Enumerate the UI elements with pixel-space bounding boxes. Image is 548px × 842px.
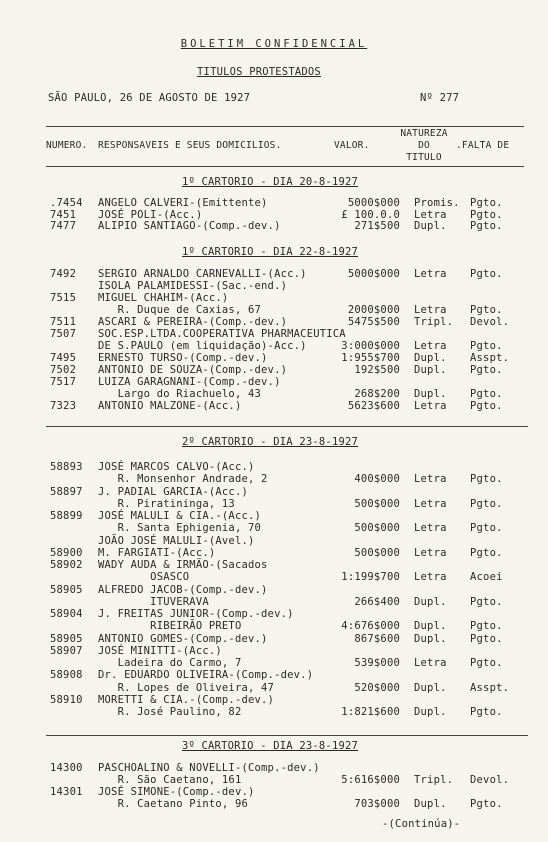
section-rule — [46, 735, 528, 736]
row-natureza: Dupl. — [414, 620, 447, 633]
col-natureza-header-1: NATUREZA — [400, 128, 448, 139]
row-responsavel: R. Monsenhor Andrade, 2 — [98, 473, 268, 486]
row-natureza: Letra — [414, 522, 447, 535]
row-natureza: Dupl. — [414, 681, 447, 694]
row-valor: 2000$000 — [347, 304, 400, 316]
row-natureza: Tripl. — [414, 774, 454, 786]
row-valor: 5:616$000 — [341, 774, 400, 786]
row-natureza: Letra — [414, 546, 447, 559]
row-valor: 500$000 — [354, 546, 400, 559]
row-falta: Pgto. — [470, 632, 503, 645]
row-responsavel: ANTONIO MALZONE-(Acc.) — [98, 400, 242, 412]
row-number: 58908 — [50, 669, 83, 682]
row-responsavel: ITUVERAVA — [98, 595, 209, 608]
row-responsavel: R. Caetano Pinto, 96 — [98, 798, 248, 810]
row-responsavel: PASCHOALINO & NOVELLI-(Comp.-dev.) — [98, 762, 320, 774]
row-falta: Pgto. — [470, 208, 503, 221]
row-valor: 500$000 — [354, 522, 400, 535]
row-number: 14300 — [50, 762, 83, 774]
row-number: 58902 — [50, 559, 83, 571]
row-valor: 5000$000 — [347, 268, 400, 280]
row-number: 58897 — [50, 485, 83, 498]
row-natureza: Tripl. — [414, 316, 454, 328]
row-falta: Pgto. — [470, 388, 503, 400]
row-number: 14301 — [50, 786, 83, 798]
row-responsavel: SOC.ESP.LTDA.COOPERATIVA PHARMACEUTICA — [98, 328, 346, 340]
row-falta: Pgto. — [470, 473, 503, 486]
row-number: 58904 — [50, 608, 83, 620]
row-responsavel: WADY AUDA & IRMÃO-(Sacados — [98, 559, 268, 571]
row-responsavel: J. PADIAL GARCIA-(Acc.) — [98, 485, 248, 498]
row-falta: Pgto. — [470, 595, 503, 608]
header-rule-top — [46, 126, 524, 127]
row-natureza: Letra — [414, 340, 447, 352]
row-responsavel: R. Santa Ephigenia, 70 — [98, 522, 262, 535]
row-number: 7511 — [50, 316, 77, 328]
row-valor: 4:676$000 — [341, 620, 400, 633]
row-number: 58910 — [50, 693, 83, 706]
row-valor: 1:821$600 — [341, 706, 400, 718]
row-number: 7517 — [50, 376, 77, 388]
row-valor: 703$000 — [354, 798, 400, 810]
row-valor: 867$600 — [354, 632, 400, 645]
row-number: 58899 — [50, 510, 83, 522]
section-heading: 3º CARTORIO - DIA 23-8-1927 — [181, 740, 359, 752]
row-responsavel: JOSÉ MINITTI-(Acc.) — [98, 644, 222, 657]
row-number: 7492 — [50, 268, 77, 280]
row-responsavel: LUIZA GARAGNANI-(Comp.-dev.) — [98, 376, 281, 388]
row-responsavel: R. Duque de Caxias, 67 — [98, 304, 262, 316]
row-falta: Devol. — [470, 774, 510, 786]
row-falta: Pgto. — [470, 706, 503, 718]
row-number: 7502 — [50, 364, 77, 376]
row-responsavel: Largo do Riachuelo, 43 — [98, 388, 262, 400]
row-responsavel: ALFREDO JACOB-(Comp.-dev.) — [98, 583, 268, 596]
col-responsaveis-header: RESPONSAVEIS E SEUS DOMICILIOS. — [98, 140, 282, 151]
row-valor: 1:955$700 — [341, 352, 400, 364]
row-falta: Pgto. — [470, 400, 503, 412]
row-valor: 271$500 — [354, 220, 400, 233]
row-natureza: Letra — [414, 268, 447, 280]
row-valor: 5623$600 — [347, 400, 400, 412]
row-number: 58893 — [50, 461, 83, 473]
section-heading: 2º CARTORIO - DIA 23-8-1927 — [181, 436, 359, 448]
row-valor: 268$200 — [354, 388, 400, 400]
row-valor: 5475$500 — [347, 316, 400, 328]
section-heading: 1º CARTORIO - DIA 22-8-1927 — [181, 246, 359, 258]
row-number: 7451 — [50, 208, 77, 221]
row-responsavel: R. José Paulino, 82 — [98, 706, 242, 718]
bulletin-number: Nº 277 — [420, 92, 460, 104]
row-number: 7323 — [50, 400, 77, 412]
row-responsavel: Ladeira do Carmo, 7 — [98, 657, 242, 669]
row-number: 58905 — [50, 583, 83, 596]
row-number: 7495 — [50, 352, 77, 364]
row-falta: Asspt. — [470, 352, 510, 364]
row-responsavel: JOSÉ MARCOS CALVO-(Acc.) — [98, 461, 255, 473]
row-valor: £ 100.0.0 — [341, 208, 400, 221]
col-valor-header: VALOR. — [334, 140, 370, 151]
bulletin-subtitle: TITULOS PROTESTADOS — [197, 66, 321, 78]
row-responsavel: M. FARGIATI-(Acc.) — [98, 546, 216, 559]
col-natureza-header-2: DO — [418, 140, 430, 151]
row-number: 58907 — [50, 644, 83, 657]
row-falta: Pgto. — [470, 546, 503, 559]
col-natureza-header-3: TITULO — [406, 152, 442, 163]
row-number: 58905 — [50, 632, 83, 645]
row-natureza: Promis. — [414, 197, 460, 209]
row-falta: Pgto. — [470, 657, 503, 669]
bulletin-title: BOLETIM CONFIDENCIAL — [180, 38, 368, 50]
row-responsavel: JOÃO JOSÉ MALULI-(Avel.) — [98, 534, 255, 547]
row-responsavel: SERGIO ARNALDO CARNEVALLI-(Acc.) — [98, 268, 307, 280]
row-number: .7454 — [50, 197, 83, 209]
row-number: 7477 — [50, 220, 77, 233]
row-falta: Pgto. — [470, 220, 503, 233]
row-natureza: Letra — [414, 571, 447, 584]
row-natureza: Letra — [414, 657, 447, 669]
row-natureza: Dupl. — [414, 388, 447, 400]
row-responsavel: J. FREITAS JUNIOR-(Comp.-dev.) — [98, 608, 294, 620]
continua-note: -(Continúa)- — [382, 818, 461, 830]
section-rule — [46, 426, 528, 427]
row-falta: Pgto. — [470, 304, 503, 316]
row-falta: Pgto. — [470, 197, 503, 209]
row-responsavel: ASCARI & PEREIRA-(Comp.-dev.) — [98, 316, 288, 328]
row-responsavel: RIBEIRÃO PRETO — [98, 620, 242, 633]
row-responsavel: ANTONIO GOMES-(Comp.-dev.) — [98, 632, 268, 645]
row-valor: 400$000 — [354, 473, 400, 486]
row-falta: Acoei — [470, 571, 503, 584]
row-natureza: Dupl. — [414, 364, 447, 376]
row-natureza: Dupl. — [414, 352, 447, 364]
row-falta: Pgto. — [470, 364, 503, 376]
row-responsavel: JOSÉ SIMONE-(Comp.-dev.) — [98, 786, 255, 798]
row-falta: Pgto. — [470, 798, 503, 810]
row-responsavel: MIGUEL CHAHIM-(Acc.) — [98, 292, 229, 304]
row-falta: Pgto. — [470, 620, 503, 633]
row-responsavel: R. Lopes de Oliveira, 47 — [98, 681, 275, 694]
row-falta: Pgto. — [470, 497, 503, 510]
row-natureza: Dupl. — [414, 798, 447, 810]
row-natureza: Dupl. — [414, 220, 447, 233]
row-responsavel: R. Piratininga, 13 — [98, 497, 235, 510]
row-valor: 500$000 — [354, 497, 400, 510]
row-number: 7515 — [50, 292, 77, 304]
row-natureza: Letra — [414, 473, 447, 486]
row-falta: Pgto. — [470, 340, 503, 352]
row-number: 58900 — [50, 546, 83, 559]
row-responsavel: ANTONIO DE SOUZA-(Comp.-dev.) — [98, 364, 288, 376]
row-responsavel: DE S.PAULO (em liquidação)-Acc.) — [98, 340, 307, 352]
section-heading: 1º CARTORIO - DIA 20-8-1927 — [181, 176, 359, 188]
row-valor: 1:199$700 — [341, 571, 400, 584]
row-responsavel: JOSÉ MALULI & CIA.-(Acc.) — [98, 510, 262, 522]
row-responsavel: ANGELO CALVERI-(Emittente) — [98, 197, 268, 209]
row-falta: Pgto. — [470, 522, 503, 535]
row-number: 7507 — [50, 328, 77, 340]
row-valor: 192$500 — [354, 364, 400, 376]
dateline: SÃO PAULO, 26 DE AGOSTO DE 1927 — [48, 92, 251, 104]
row-responsavel: R. São Caetano, 161 — [98, 774, 242, 786]
row-falta: Pgto. — [470, 268, 503, 280]
row-responsavel: MORETTI & CIA.-(Comp.-dev.) — [98, 693, 275, 706]
row-valor: 520$000 — [354, 681, 400, 694]
row-valor: 3:000$000 — [341, 340, 400, 352]
row-natureza: Dupl. — [414, 632, 447, 645]
row-valor: 539$000 — [354, 657, 400, 669]
row-responsavel: ERNESTO TURSO-(Comp.-dev.) — [98, 352, 268, 364]
row-natureza: Dupl. — [414, 595, 447, 608]
row-responsavel: Dr. EDUARDO OLIVEIRA-(Comp.-dev.) — [98, 669, 314, 682]
row-valor: 5000$000 — [347, 197, 400, 209]
row-natureza: Letra — [414, 208, 447, 221]
row-natureza: Dupl. — [414, 706, 447, 718]
col-numero-header: NUMERO. — [46, 140, 88, 151]
row-responsavel: OSASCO — [98, 571, 190, 584]
row-natureza: Letra — [414, 497, 447, 510]
row-responsavel: ALIPIO SANTIAGO-(Comp.-dev.) — [98, 220, 281, 233]
row-responsavel: ISOLA PALAMIDESSI-(Sac.-end.) — [98, 280, 288, 292]
row-falta: Devol. — [470, 316, 510, 328]
row-valor: 266$400 — [354, 595, 400, 608]
header-rule-bottom — [46, 166, 524, 167]
row-natureza: Letra — [414, 304, 447, 316]
row-natureza: Letra — [414, 400, 447, 412]
row-responsavel: JOSÉ POLI-(Acc.) — [98, 208, 203, 221]
col-falta-header: .FALTA DE — [456, 140, 510, 151]
row-falta: Asspt. — [470, 681, 510, 694]
